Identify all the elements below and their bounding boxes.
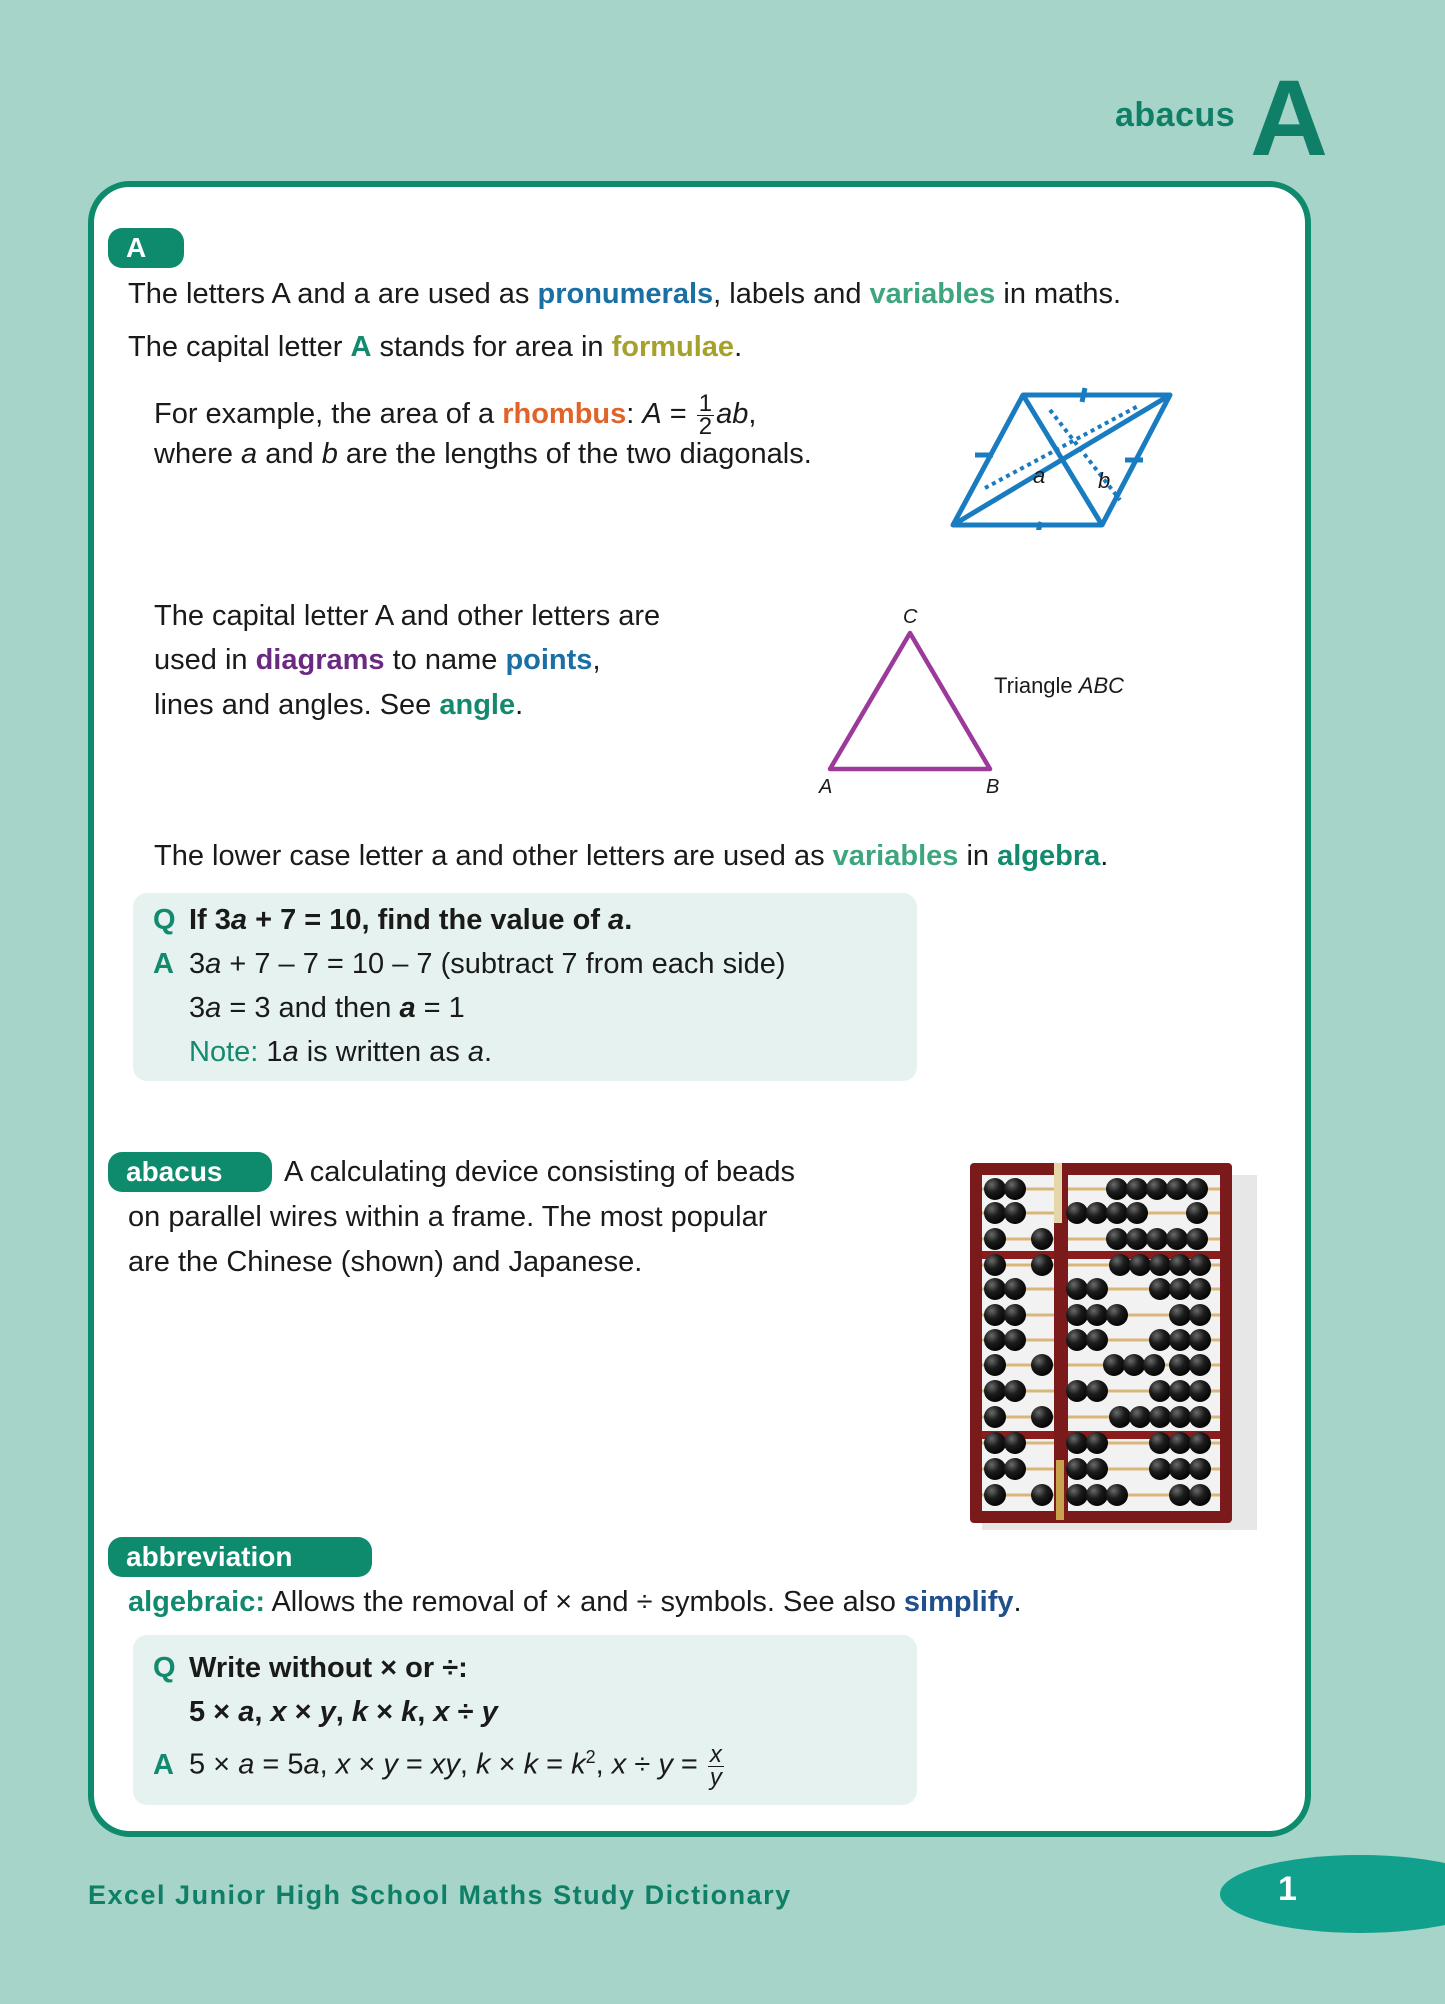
page-number: 1 xyxy=(1278,1870,1297,1908)
entry-heading-a: A xyxy=(108,228,184,268)
entry-heading-abbreviation: abbreviation xyxy=(108,1537,372,1577)
svg-text:Triangle ABC: Triangle ABC xyxy=(994,673,1125,698)
svg-text:A: A xyxy=(819,776,833,798)
diagram-text-line3: lines and angles. See angle. xyxy=(154,689,524,721)
qa1-answer-line2: 3a = 3 and then a = 1 xyxy=(189,992,465,1024)
entry-a-line2: The capital letter A stands for area in formulae. xyxy=(128,331,743,363)
entry-a-line1: The letters A and a are used as pronumerals, labels and variables in maths. xyxy=(128,278,1122,310)
rhombus-text-line1: For example, the area of a rhombus: A = $\frac{1}{2}$ ab, xyxy=(154,389,757,440)
guide-word: abacus xyxy=(1115,96,1236,134)
qa2-question-line2: 5 × a, x × y, k × k, x ÷ y xyxy=(189,1696,498,1728)
link-formulae[interactable]: formulae xyxy=(611,331,735,363)
lowercase-text: The lower case letter a and other letters are used as variables in algebra. xyxy=(154,840,1109,872)
svg-text:C: C xyxy=(903,606,918,628)
diagram-text-line1: The capital letter A and other letters are xyxy=(154,600,661,632)
link-variables[interactable]: variables xyxy=(869,278,996,310)
svg-text:B: B xyxy=(986,776,1000,798)
svg-text:a: a xyxy=(1033,463,1046,488)
qa1-answer-line1: A 3a + 7 – 7 = 10 – 7 (subtract 7 from each side) xyxy=(153,948,786,980)
diagram-text-line2: used in diagrams to name points, xyxy=(154,644,601,676)
triangle-diagram xyxy=(810,595,1150,805)
abacus-def-line3: are the Chinese (shown) and Japanese. xyxy=(128,1246,643,1278)
link-algebra[interactable]: algebra xyxy=(997,840,1101,872)
abacus-def-line2: on parallel wires within a frame. The most popular xyxy=(128,1201,768,1233)
fraction-half: $\frac{1}{2}$ xyxy=(698,389,713,440)
section-letter: A xyxy=(1250,57,1328,178)
rhombus-text-line2: where a and b are the lengths of the two diagonals. xyxy=(154,438,812,470)
entry-heading-abacus: abacus xyxy=(108,1152,272,1192)
svg-text:b: b xyxy=(1098,468,1111,493)
qa2-answer: A 5 × a = 5a, x × y = xy, $k \times k = k^2$, x ÷ y = $\frac{x}{y}$ xyxy=(153,1740,722,1791)
abacus-image xyxy=(962,1155,1262,1535)
link-variables-2[interactable]: variables xyxy=(832,840,959,872)
link-angle[interactable]: angle xyxy=(439,689,516,721)
qa2-question-line1: Q Write without × or ÷: xyxy=(153,1652,468,1684)
abbreviation-def: algebraic: Allows the removal of × and ÷ symbols. See also simplify. xyxy=(128,1586,1022,1618)
rhombus-diagram xyxy=(945,385,1180,530)
qa1-question: Q If 3a + 7 = 10, find the value of a. xyxy=(153,904,633,936)
book-title: Excel Junior High School Maths Study Dictionary xyxy=(88,1880,792,1910)
link-rhombus[interactable]: rhombus xyxy=(502,398,627,430)
link-diagrams[interactable]: diagrams xyxy=(255,644,385,676)
qa1-note: Note: 1a is written as a. xyxy=(189,1036,493,1068)
fraction-x-over-y: $\frac{x}{y}$ xyxy=(709,1740,722,1791)
link-pronumerals[interactable]: pronumerals xyxy=(537,278,714,310)
link-simplify[interactable]: simplify xyxy=(903,1586,1014,1618)
abacus-def-line1: A calculating device consisting of beads xyxy=(284,1156,796,1188)
page-number-oval xyxy=(1220,1855,1445,1933)
link-points[interactable]: points xyxy=(505,644,593,676)
